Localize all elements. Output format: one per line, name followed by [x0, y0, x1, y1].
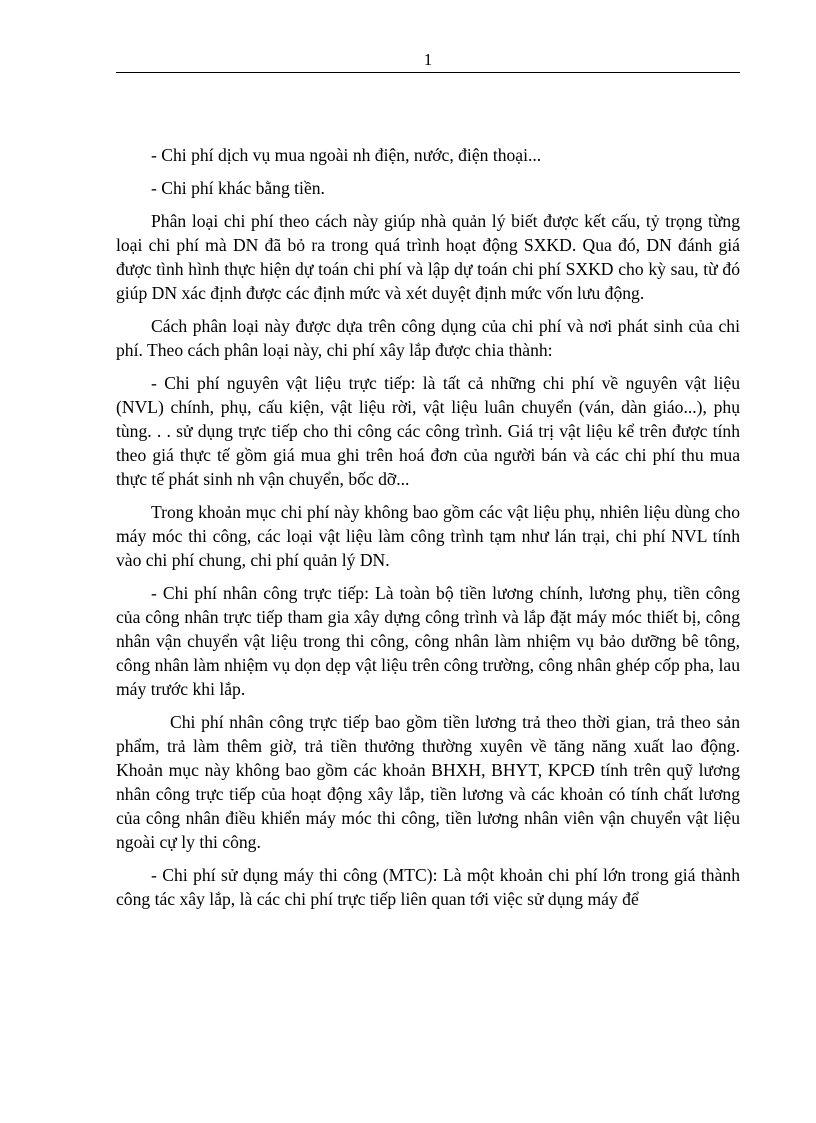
- paragraph-machine-usage-cost: - Chi phí sử dụng máy thi công (MTC): Là một khoản chi phí lớn trong giá thành công tác xây lắp, là các chi phí trực tiếp liên quan tới việc sử dụng máy để: [116, 865, 740, 909]
- document-body: [116, 143, 740, 920]
- paragraph-outsourced-services: - Chi phí dịch vụ mua ngoài nh điện, nước, điện thoại...: [151, 145, 542, 165]
- paragraph-labor-cost-components: Chi phí nhân công trực tiếp bao gồm tiền lương trả theo thời gian, trả theo sản phẩm, trả làm thêm giờ, trả tiền thưởng thường xuyên về tăng năng xuất lao động. Khoản mục này không bao gồm các khoản BHXH, BHYT, KPCĐ tính trên quỹ lương nhân công trực tiếp của hoạt động xây lắp, tiền lương và các khoản có tính chất lương của công nhân điều khiển máy móc thi công, tiền lương nhân viên vận chuyển vật liệu ngoài cự ly thi công.: [116, 712, 740, 852]
- paragraph-classification-basis: Cách phân loại này được dựa trên công dụng của chi phí và nơi phát sinh của chi phí. Theo cách phân loại này, chi phí xây lắp được chia thành:: [116, 316, 740, 360]
- paragraph-classification-benefit: Phân loại chi phí theo cách này giúp nhà quản lý biết được kết cấu, tỷ trọng từng loại chi phí mà DN đã bỏ ra trong quá trình hoạt động SXKD. Qua đó, DN đánh giá được tình hình thực hiện dự toán chi phí và lập dự toán chi phí SXKD cho kỳ sau, từ đó giúp DN xác định được các định mức và xét duyệt định mức vốn lưu động.: [116, 211, 740, 303]
- paragraph-other-cash-costs: - Chi phí khác bằng tiền.: [151, 178, 325, 198]
- paragraph-direct-material-cost: - Chi phí nguyên vật liệu trực tiếp: là tất cả những chi phí về nguyên vật liệu (NVL) chính, phụ, cấu kiện, vật liệu rời, vật liệu luân chuyển (ván, dàn giáo...), phụ tùng. . . sử dụng trực tiếp cho thi công các công trình. Giá trị vật liệu kể trên được tính theo giá thực tế gồm giá mua ghi trên hoá đơn của người bán và các chi phí thu mua thực tế phát sinh nh vận chuyển, bốc dỡ...: [116, 373, 740, 489]
- page-number: 1: [423, 50, 433, 69]
- page-header: [116, 50, 740, 73]
- paragraph-direct-labor-cost: - Chi phí nhân công trực tiếp: Là toàn bộ tiền lương chính, lương phụ, tiền công của công nhân trực tiếp tham gia xây dựng công trình và lắp đặt máy móc thiết bị, công nhân vận chuyển vật liệu trong thi công, công nhân làm nhiệm vụ bảo dưỡng bê tông, công nhân làm nhiệm vụ dọn dẹp vật liệu trên công trường, công nhân ghép cốp pha, lau máy trước khi lắp.: [116, 583, 740, 699]
- paragraph-material-exclusions: Trong khoản mục chi phí này không bao gồm các vật liệu phụ, nhiên liệu dùng cho máy móc thi công, các loại vật liệu làm công trình tạm như lán trại, chi phí NVL tính vào chi phí chung, chi phí quản lý DN.: [116, 502, 740, 570]
